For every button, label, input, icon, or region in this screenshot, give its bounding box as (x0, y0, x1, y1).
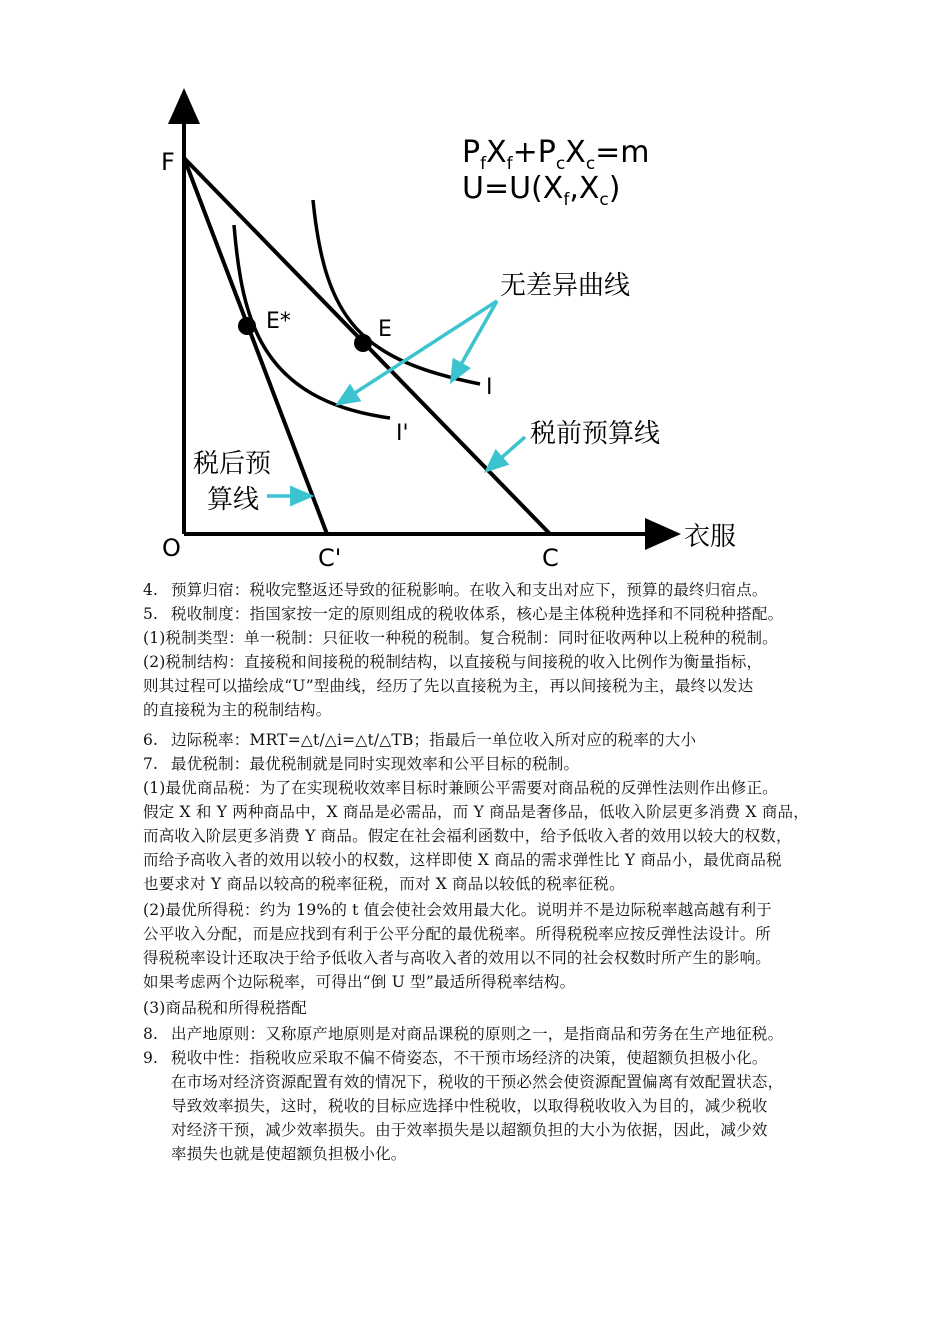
paragraph-line: (2)税制结构：直接税和间接税的税制结构，以直接税与间接税的收入比例作为衡量指标， (143, 653, 763, 671)
paragraph-line: 而高收入阶层更多消费 Y 商品。假定在社会福利函数中，给予低收入者的效用以较大的权数， (143, 827, 792, 845)
item-7: 7. 最优税制：最优税制就是同时实现效率和公平目标的税制。 (143, 755, 580, 773)
indifference-curve-i (313, 200, 480, 384)
paragraph-line: 而给予高收入者的效用以较小的权数，这样即使 X 商品的需求弹性比 Y 商品小，最优商品税 (143, 851, 782, 869)
formula-utility: $U=U(X_f,X_c)$ (462, 171, 621, 210)
arrow-to-pretax-line (492, 437, 525, 466)
point-e-star (238, 317, 256, 335)
label-aftertax-budget-2: 算线 (207, 485, 260, 515)
label-curve-i-prime: I' (396, 421, 409, 446)
item-9: 9. 税收中性：指税收应采取不偏不倚姿态，不干预市场经济的决策，使超额负担极小化。 (143, 1049, 768, 1067)
paragraph-line: 公平收入分配，而是应找到有利于公平分配的最优税率。所得税税率应按反弹性法设计。所 (143, 925, 772, 943)
paragraph-line: 得税税率设计还取决于给予低收入者与高收入者的效用以不同的社会权数时所产生的影响。 (143, 949, 772, 967)
item-8: 8. 出产地原则：又称原产地原则是对商品课税的原则之一，是指商品和劳务在生产地征税。 (143, 1025, 784, 1043)
label-f: F (161, 148, 175, 176)
label-pretax-budget: 税前预算线 (530, 419, 661, 449)
paragraph-line: 在市场对经济资源配置有效的情况下，税收的干预必然会使资源配置偏离有效配置状态， (171, 1073, 784, 1091)
point-e (354, 334, 372, 352)
item-4: 4. 预算归宿：税收完整返还导致的征税影响。在收入和支出对应下，预算的最终归宿点。 (143, 581, 768, 599)
paragraph-line: 导致效率损失，这时，税收的目标应选择中性税收，以取得税收收入为目的，减少税收 (171, 1097, 768, 1115)
label-c-prime: C' (318, 544, 342, 572)
paragraph-line: 率损失也就是使超额负担极小化。 (171, 1145, 407, 1163)
label-curve-i: I (486, 375, 493, 400)
paragraph-line: 也要求对 Y 商品以较高的税率征税，而对 X 商品以较低的税率征税。 (143, 875, 625, 893)
label-e-star: E* (266, 309, 291, 334)
paragraph-line: 如果考虑两个边际税率，可得出“倒 U 型”最适所得税率结构。 (143, 973, 576, 991)
arrow-to-curve-i (455, 301, 497, 375)
paragraph-line: (2)最优所得税：约为 19%的 t 值会使社会效用最大化。说明并不是边际税率越高越有利于 (143, 901, 772, 919)
indifference-curve-i-prime (234, 225, 390, 418)
paragraph-line: 则其过程可以描绘成“U”型曲线，经历了先以直接税为主，再以间接税为主，最终以发达 (143, 677, 754, 695)
label-c: C (542, 544, 559, 572)
paragraph-line: 对经济干预，减少效率损失。由于效率损失是以超额负担的大小为依据，因此，减少效 (171, 1121, 768, 1139)
paragraph-line: (1)税制类型：单一税制：只征收一种税的税制。复合税制：同时征收两种以上税种的税制。 (143, 629, 778, 647)
label-x-axis: 衣服 (684, 522, 737, 552)
label-aftertax-budget-1: 税后预 (193, 449, 272, 479)
paragraph-line: (3)商品税和所得税搭配 (143, 999, 307, 1017)
paragraph-line: (1)最优商品税：为了在实现税收效率目标时兼顾公平需要对商品税的反弹性法则作出修正。 (143, 779, 778, 797)
formula-budget: $P_fX_f+P_cX_c=m$ (462, 135, 650, 174)
paragraph-line: 的直接税为主的税制结构。 (143, 701, 332, 719)
item-5: 5. 税收制度：指国家按一定的原则组成的税收体系，核心是主体税种选择和不同税种搭配。 (143, 605, 784, 623)
item-6: 6. 边际税率：MRT=△t/△i=△t/△TB；指最后一单位收入所对应的税率的大小 (143, 731, 697, 749)
label-indifference-curve: 无差异曲线 (500, 271, 631, 301)
label-o: O (162, 534, 181, 562)
paragraph-line: 假定 X 和 Y 两种商品中，X 商品是必需品，而 Y 商品是奢侈品，低收入阶层更多消费 X 商品， (143, 803, 809, 821)
label-e: E (378, 317, 392, 342)
budget-line-diagram (0, 0, 950, 580)
